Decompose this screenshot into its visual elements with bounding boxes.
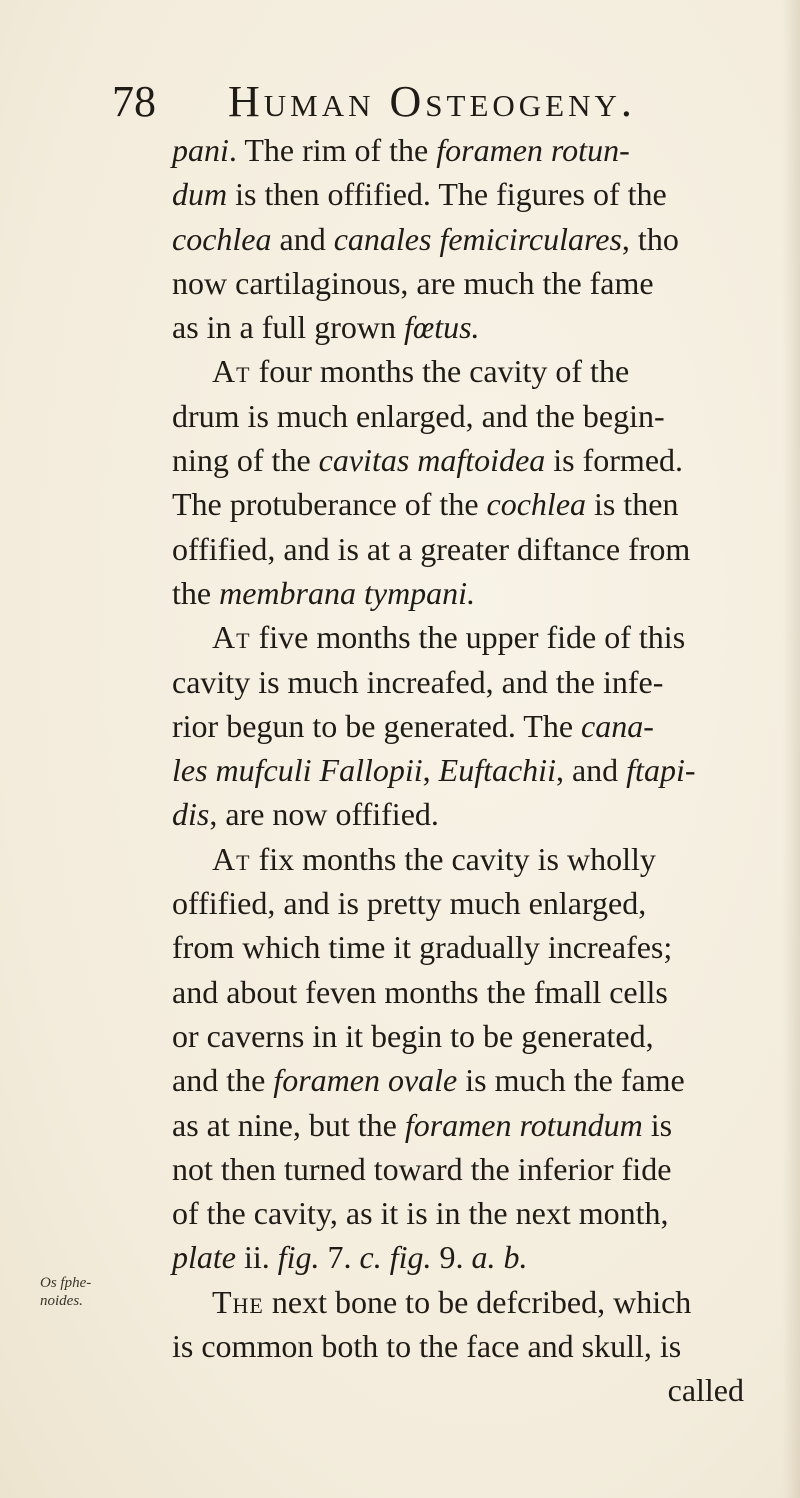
small-caps-text: At: [212, 840, 251, 877]
page-edge-shadow: [782, 0, 800, 1498]
text-segment: is much the fame: [457, 1062, 685, 1099]
text-segment: offified, and is pretty much enlarged,: [172, 885, 647, 922]
text-line: [172, 925, 772, 969]
text-segment: four months the cavity of the: [250, 353, 630, 390]
text-line: [172, 1191, 772, 1235]
italic-text: foramen rotundum: [404, 1106, 643, 1143]
text-segment: ii.: [235, 1239, 278, 1276]
running-title: Human Osteogeny.: [228, 77, 636, 126]
italic-text: foramen ovale: [273, 1062, 458, 1099]
text-segment: is: [642, 1106, 673, 1143]
italic-text: plate: [172, 1239, 236, 1276]
italic-text: fœtus.: [403, 309, 480, 346]
italic-text: Euftachii: [438, 752, 556, 789]
italic-text: fig.: [277, 1239, 320, 1276]
italic-text: pani: [172, 132, 229, 168]
text-line: [172, 349, 772, 393]
text-segment: next bone to be defcribed, which: [263, 1283, 692, 1320]
text-segment: cavity is much increafed, and the infe-: [172, 663, 664, 700]
text-line: [172, 305, 772, 349]
text-line: [172, 1147, 772, 1191]
text-line: [172, 172, 772, 216]
text-segment: not then turned toward the inferior fide: [172, 1150, 672, 1187]
text-line: [172, 1280, 772, 1324]
italic-text: canales femicirculares: [333, 220, 622, 257]
text-segment: fix months the cavity is wholly: [250, 840, 656, 877]
text-segment: rior begun to be generated. The: [172, 707, 582, 744]
text-line: [172, 1103, 772, 1147]
text-segment: and: [271, 220, 334, 257]
text-line: [172, 615, 772, 659]
text-line: [172, 704, 772, 748]
text-segment: or caverns in it begin to be generated,: [172, 1017, 654, 1054]
text-line: [172, 571, 772, 615]
text-segment: , and: [555, 752, 627, 789]
text-segment: and about feven months the fmall cells: [172, 973, 668, 1010]
text-segment: is common both to the face and skull, is: [172, 1328, 682, 1365]
text-line: [172, 217, 772, 261]
text-segment: offified, and is at a greater diftance from: [172, 530, 691, 567]
text-segment: 9.: [431, 1239, 472, 1276]
text-line: [172, 394, 772, 438]
text-line: [172, 482, 772, 526]
text-segment: is then: [586, 486, 679, 523]
italic-text: cana-: [581, 707, 654, 744]
text-segment: and the: [172, 1062, 274, 1099]
page-number: 78: [112, 77, 156, 126]
text-line: [172, 128, 772, 172]
text-segment: ning of the: [172, 442, 319, 479]
text-segment: is formed.: [545, 442, 684, 479]
italic-text: dum: [172, 176, 228, 213]
marginal-note-line: Os fphe-: [40, 1275, 92, 1291]
text-segment: , are now offified.: [209, 796, 439, 833]
text-line: [172, 748, 772, 792]
italic-text: dis: [172, 796, 210, 833]
small-caps-text: The: [212, 1283, 264, 1320]
body-text: [172, 128, 772, 1413]
text-segment: the: [172, 574, 220, 611]
italic-text: ftapi-: [626, 752, 696, 789]
text-line: [172, 527, 772, 571]
marginal-note-line: noides.: [40, 1293, 83, 1309]
text-segment: five months the upper fide of this: [250, 619, 686, 656]
text-line: [172, 792, 772, 836]
text-line: [172, 837, 772, 881]
italic-text: a. b.: [471, 1239, 528, 1276]
italic-text: cochlea: [486, 486, 587, 523]
italic-text: les mufculi Fallopii: [172, 752, 423, 789]
text-line: [172, 881, 772, 925]
text-line: [172, 261, 772, 305]
text-segment: called: [667, 1372, 744, 1409]
text-segment: of the cavity, as it is in the next month,: [172, 1195, 669, 1232]
text-line: [172, 1058, 772, 1102]
italic-text: cochlea: [172, 220, 272, 257]
marginal-note: [40, 1274, 110, 1310]
small-caps-text: At: [212, 619, 251, 656]
text-line: [172, 438, 772, 482]
text-segment: . The rim of the: [228, 132, 437, 168]
text-segment: now cartilaginous, are much the fame: [172, 264, 654, 301]
text-line: [172, 1235, 772, 1279]
text-segment: as at nine, but the: [172, 1106, 405, 1143]
text-segment: drum is much enlarged, and the begin-: [172, 397, 665, 434]
text-segment: from which time it gradually increafes;: [172, 929, 673, 966]
text-segment: ,: [422, 752, 439, 789]
text-line: [172, 660, 772, 704]
italic-text: membrana tympani.: [219, 574, 476, 611]
text-segment: as in a full grown: [172, 309, 404, 346]
text-line: [172, 1368, 772, 1412]
text-line: [172, 970, 772, 1014]
text-segment: , tho: [621, 220, 679, 257]
text-segment: 7.: [319, 1239, 360, 1276]
page-header: [112, 72, 792, 132]
text-line: [172, 1014, 772, 1058]
italic-text: c. fig.: [359, 1239, 432, 1276]
text-segment: is then offified. The figures of the: [227, 176, 667, 213]
text-segment: The protuberance of the: [172, 486, 487, 523]
italic-text: cavitas maftoidea: [318, 442, 546, 479]
text-line: [172, 1324, 772, 1368]
italic-text: foramen rotun-: [436, 132, 630, 168]
small-caps-text: At: [212, 353, 251, 390]
